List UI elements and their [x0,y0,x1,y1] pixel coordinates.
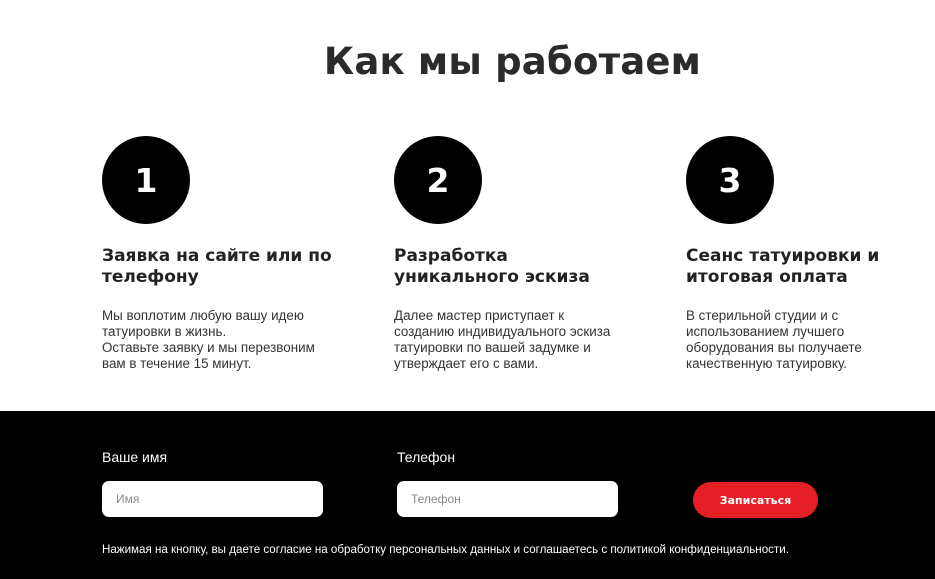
step-description-line: использованием лучшего [686,324,845,339]
step-description-line: утверждает его с вами. [394,356,539,371]
step-description-line: В стерильной студии и с [686,308,839,323]
phone-field-label: Телефон [397,449,456,465]
step-description-line: качественную татуировку. [686,356,847,371]
step-description [686,308,886,372]
step-description-line: Далее мастер приступает к [394,308,565,323]
step-title: Разработка уникального эскиза [394,246,590,287]
step-description-line: созданию индивидуального эскиза [394,324,611,339]
step-3 [686,136,886,372]
step-number-badge: 1 [102,136,190,224]
consent-text: Нажимая на кнопку, вы даете согласие на обработку персональных данных и соглашаетесь с политикой конфиденциальности. [102,543,789,556]
step-description-line: Мы воплотим любую вашу идею [102,308,304,323]
step-2 [394,136,634,372]
step-description-line: татуировки в жизнь. [102,324,227,339]
step-title: Сеанс татуировки и итоговая оплата [686,246,880,287]
step-description-line: вам в течение 15 минут. [102,356,252,371]
step-description [394,308,634,372]
step-title: Заявка на сайте или по телефону [102,246,332,287]
step-description-line: Оставьте заявку и мы перезвоним [102,340,315,355]
step-description-line: татуировки по вашей задумке и [394,340,591,355]
submit-button[interactable]: Записаться [693,482,818,518]
phone-input[interactable] [397,481,618,517]
step-description [102,308,342,372]
step-1 [102,136,342,372]
name-input[interactable] [102,481,323,517]
step-description-line: оборудования вы получаете [686,340,862,355]
section-title: Как мы работаем [323,40,702,83]
name-field-label: Ваше имя [102,449,168,465]
signup-form [0,411,935,579]
step-number-badge: 3 [686,136,774,224]
step-number-badge: 2 [394,136,482,224]
